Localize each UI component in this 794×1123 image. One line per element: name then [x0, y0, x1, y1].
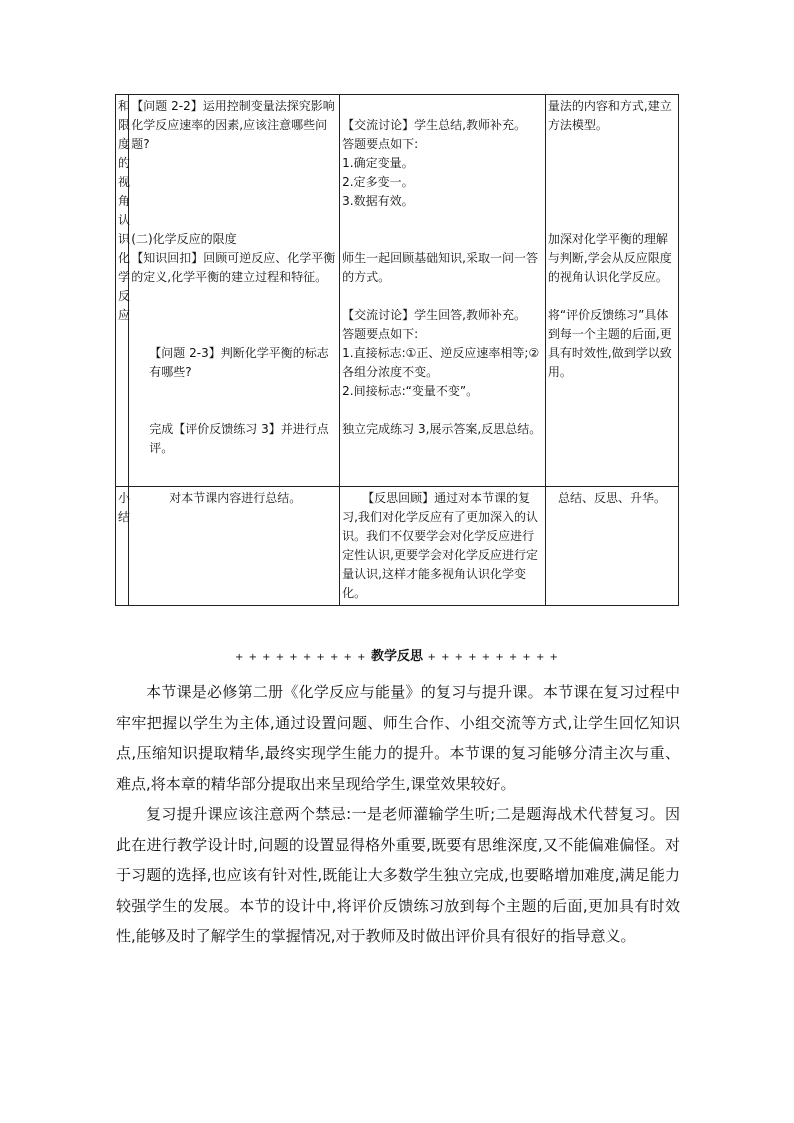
- topic-char: 化: [118, 251, 131, 265]
- answer-point: 1.直接标志:①正、逆反应速率相等;②各组分浓度不变。: [342, 346, 540, 379]
- heading-ornament: + + + + + + + + + +: [235, 652, 367, 663]
- topic-char: 学: [118, 270, 131, 284]
- topic-char: 和: [118, 99, 131, 113]
- answer-point: 1.确定变量。: [342, 156, 414, 170]
- exercise-3-instruction: 完成【评价反馈练习 3】并进行点评。: [149, 422, 329, 455]
- answer-points-title: 答题要点如下:: [342, 327, 419, 341]
- answer-point: 2.定多变一。: [342, 175, 414, 189]
- answer-point: 3.数据有效。: [342, 194, 414, 208]
- design-intent: 将“评价反馈练习”具体到每一个主题的后面,更具有时效性,做到学以致用。: [547, 308, 672, 379]
- heading-ornament: + + + + + + + + + +: [427, 652, 559, 663]
- topic-char: 限: [118, 118, 131, 132]
- lesson-plan-table: [115, 94, 679, 606]
- topic-char: 识: [118, 232, 131, 246]
- design-intent: 量法的内容和方式,建立方法模型。: [547, 99, 672, 132]
- table-row: [116, 487, 679, 606]
- reflection-paragraph: 本节课是必修第二册《化学反应与能量》的复习与提升课。本节课在复习过程中牢牢把握以学生为主体,通过设置问题、师生合作、小组交流等方式,让学生回忆知识点,压缩知识提取精华,最终实现学生能力的提升。本节课的复习能够分清主次与重、难点,将本章的精华部分提取出来呈现给学生,课堂效果较好。: [116, 683, 680, 793]
- answer-points-title: 答题要点如下:: [342, 137, 419, 151]
- summary-content: 对本节课内容进行总结。: [129, 487, 340, 606]
- teaching-content-cell: [129, 95, 340, 487]
- teaching-reflection-heading: [0, 645, 794, 664]
- design-intent: 加深对化学平衡的理解与判断,学会从反应限度的视角认识化学反应。: [547, 232, 672, 284]
- topic-char: 视: [118, 175, 131, 189]
- reflection-paragraph: 复习提升课应该注意两个禁忌:一是老师灌输学生听;二是题海战术代替复习。因此在进行教学设计时,问题的设置显得格外重要,既要有思维深度,又不能偏难偏怪。对于习题的选择,也应该有针对性,既能让大多数学生独立完成,也要略增加难度,满足能力较强学生的发展。本节的设计中,将评价反馈练习放到每个主题的后面,更加具有时效性,能够及时了解学生的掌握情况,对于教师及时做出评价具有很好的指导意义。: [116, 805, 680, 945]
- knowledge-recall: 【知识回扣】回顾可逆反应、化学平衡的定义,化学平衡的建立过程和特征。: [131, 251, 336, 284]
- summary-intent: 总结、反思、升华。: [545, 487, 678, 606]
- question-2-2: 【问题 2-2】运用控制变量法探究影响化学反应速率的因素,应该注意哪些问题?: [131, 99, 335, 151]
- topic-char: 认: [118, 213, 131, 227]
- table-row: [116, 95, 679, 487]
- topic-char: 应: [118, 308, 131, 322]
- topic-char: 的: [118, 156, 131, 170]
- discussion-2: 【交流讨论】学生回答,教师补充。: [342, 308, 526, 322]
- answer-point: 2.间接标志:“变量不变”。: [342, 384, 479, 398]
- section-heading-reaction-limit: (二)化学反应的限度: [131, 232, 237, 246]
- summary-vertical-label: [116, 487, 129, 606]
- independent-practice: 独立完成练习 3,展示答案,反思总结。: [342, 422, 542, 436]
- summary-char: 结: [118, 510, 131, 524]
- summary-char: 小: [118, 491, 131, 505]
- question-2-3: 【问题 2-3】判断化学平衡的标志有哪些?: [149, 346, 329, 379]
- topic-char: 角: [118, 194, 131, 208]
- topic-char: 度: [118, 137, 131, 151]
- teaching-reflection-body: [116, 677, 680, 952]
- topic-vertical-label: [116, 95, 129, 487]
- summary-reflection: 【反思回顾】通过对本节课的复习,我们对化学反应有了更加深入的认识。我们不仅要学会对化学反应进行定性认识,更要学会对化学反应进行定量认识,这样才能多视角认识化学变化。: [340, 487, 546, 606]
- topic-char: 反: [118, 289, 131, 303]
- teacher-student-activity-cell: [340, 95, 546, 487]
- review-method: 师生一起回顾基础知识,采取一问一答的方式。: [342, 251, 538, 284]
- heading-title: 教学反思: [370, 649, 423, 664]
- discussion-1: 【交流讨论】学生总结,教师补充。: [342, 118, 526, 132]
- design-intent-cell: [545, 95, 678, 487]
